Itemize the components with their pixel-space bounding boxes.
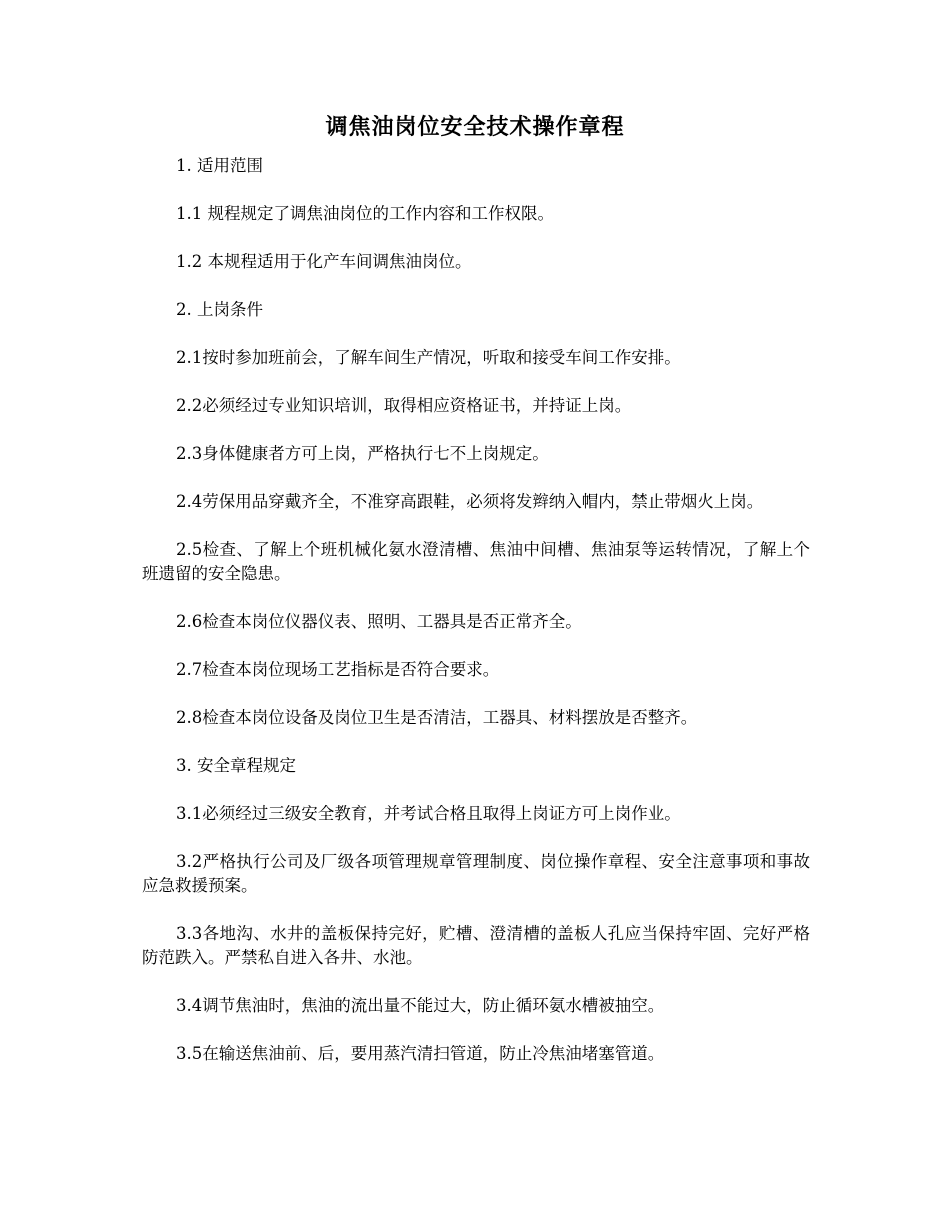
clause-3-3: 3.3各地沟、水井的盖板保持完好，贮槽、澄清槽的盖板人孔应当保持牢固、完好严格防范跌入。严禁私自进入各井、水池。: [142, 924, 810, 967]
document-title: 调焦油岗位安全技术操作章程: [325, 115, 625, 140]
clause-2-4: 2.4劳保用品穿戴齐全，不准穿高跟鞋，必须将发辫纳入帽内，禁止带烟火上岗。: [176, 492, 764, 511]
clause-3-2: 3.2严格执行公司及厂级各项管理规章管理制度、岗位操作章程、安全注意事项和事故应急救援预案。: [142, 852, 810, 895]
clause-2-6: 2.6检查本岗位仪器仪表、照明、工器具是否正常齐全。: [176, 612, 582, 631]
clause-2-2: 2.2必须经过专业知识培训，取得相应资格证书，并持证上岗。: [176, 396, 632, 415]
clause-1-2: 1.2 本规程适用于化产车间调焦油岗位。: [176, 252, 472, 271]
clause-2-8: 2.8检查本岗位设备及岗位卫生是否清洁，工器具、材料摆放是否整齐。: [176, 708, 698, 727]
clause-3-4: 3.4调节焦油时，焦油的流出量不能过大，防止循环氨水槽被抽空。: [176, 996, 665, 1015]
clause-3-5: 3.5在输送焦油前、后，要用蒸汽清扫管道，防止冷焦油堵塞管道。: [176, 1044, 665, 1063]
document-body: [142, 154, 810, 1090]
clause-2-3: 2.3身体健康者方可上岗，严格执行七不上岗规定。: [176, 444, 549, 463]
section-heading-conditions: 2. 上岗条件: [176, 300, 263, 319]
clause-1-1: 1.1 规程规定了调焦油岗位的工作内容和工作权限。: [176, 204, 554, 223]
section-heading-scope: 1. 适用范围: [176, 156, 263, 175]
clause-2-5: 2.5检查、了解上个班机械化氨水澄清槽、焦油中间槽、焦油泵等运转情况，了解上个班遗留的安全隐患。: [142, 540, 810, 583]
clause-3-1: 3.1必须经过三级安全教育，并考试合格且取得上岗证方可上岗作业。: [176, 804, 681, 823]
clause-2-7: 2.7检查本岗位现场工艺指标是否符合要求。: [176, 660, 500, 679]
clause-2-1: 2.1按时参加班前会，了解车间生产情况，听取和接受车间工作安排。: [176, 348, 681, 367]
section-heading-safety-rules: 3. 安全章程规定: [176, 756, 296, 775]
